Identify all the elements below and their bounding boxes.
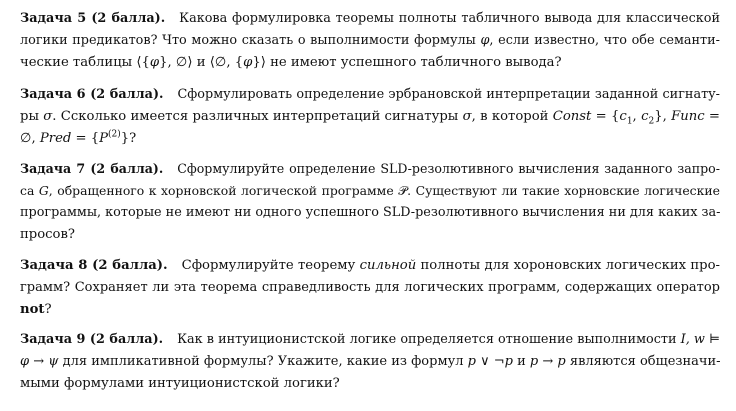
problem-7-line-2: са G, обращенного к хорновской логической программе 𝒫. Существуют ли такие хорновские логические — [20, 183, 720, 198]
not-operator: not — [20, 302, 45, 317]
problem-7-line-4: просов? — [20, 227, 75, 242]
problem-5-header: Задача 5 (2 балла). — [20, 11, 166, 26]
problem-9-line-1: Задача 9 (2 балла). Как в интуиционистской логике определяется отношение выполнимости I, w ⊨ — [20, 332, 721, 347]
problem-6-line-2: ры σ. Ссколько имеется различных интерпретаций сигнатуры σ, в которой Const = {$c_1$, $c_2$}, Func = — [20, 109, 720, 127]
problem-6-header: Задача 6 (2 балла). — [20, 87, 164, 102]
problem-5-line-1: Задача 5 (2 балла). Какова формулировка теоремы полноты табличного вывода для классической — [20, 11, 720, 26]
problem-7-line-3: программы, которые не имеют ни одного успешного SLD-резолютивного вычисления ни для каких за- — [20, 205, 721, 220]
problem-5-line-3: ческие таблицы ⟨{φ}, ∅⟩ и ⟨∅, {φ}⟩ не имеют успешного табличного вывода? — [20, 55, 562, 70]
problem-9-line-2: φ → ψ для импликативной формулы? Укажите, какие из формул p ∨ ¬p и p → p являются общезначи- — [20, 354, 721, 369]
emphasis-strong: сильной — [359, 258, 417, 273]
problem-8-line-2: грамм? Сохраняет ли эта теорема справедливость для логических программ, содержащих оператор — [20, 280, 720, 295]
problem-8-line-1: Задача 8 (2 балла). Сформулируйте теорему сильной полноты для хороновских логических про- — [20, 258, 720, 273]
problem-6-line-1: Задача 6 (2 балла). Сформулировать определение эрбрановской интерпретации заданной сигнату- — [20, 87, 721, 102]
problem-8-line-3: not? — [20, 302, 52, 317]
problem-9-header: Задача 9 (2 балла). — [20, 332, 164, 347]
problem-9-line-3: мыми формулами интуиционистской логики? — [20, 376, 340, 391]
problem-7-line-1: Задача 7 (2 балла). Сформулируйте определение SLD-резолютивного вычисления заданного запро- — [20, 161, 720, 176]
problem-8-header: Задача 8 (2 балла). — [20, 258, 168, 273]
problem-7-header: Задача 7 (2 балла). — [20, 161, 164, 176]
problem-6-line-3: ∅, Pred = $\{P^{(2)}\}$? — [20, 129, 137, 146]
problem-5-line-2: логики предикатов? Что можно сказать о выполнимости формулы φ, если известно, что обе семанти- — [20, 33, 720, 48]
